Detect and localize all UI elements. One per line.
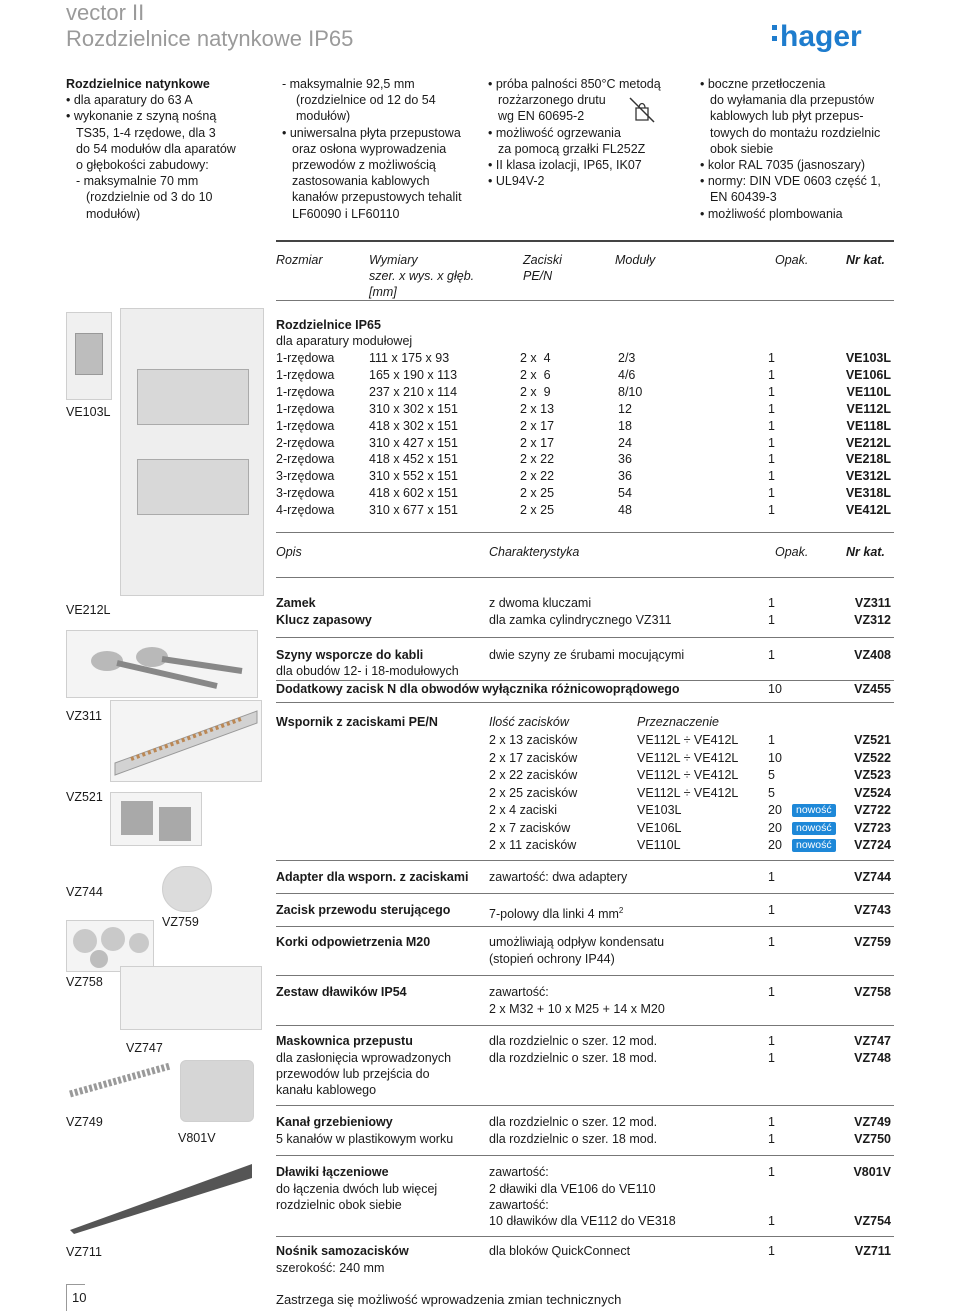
table-row — [0, 681, 960, 698]
item-name: Adapter dla wsporn. z zaciskami — [276, 870, 469, 884]
cell-code: VZ521 — [854, 733, 891, 747]
divider — [276, 926, 894, 927]
item-pack: 1 — [768, 613, 775, 627]
item-name: Nośnik samozacisków — [276, 1244, 409, 1258]
col-terms-header — [523, 252, 562, 284]
table-row — [0, 1131, 960, 1148]
cell-code: VE318L — [845, 486, 891, 501]
cell-size: 1-rzędowa — [276, 367, 335, 382]
item-char: zawartość: — [489, 1198, 549, 1212]
image-label: VZ759 — [162, 915, 199, 929]
feature-line: za pomocą grzałki FL252Z — [498, 141, 646, 156]
image-label: VZ744 — [66, 885, 103, 899]
feature-line: rozżarzonego drutu — [498, 93, 606, 108]
item-char: z dwoma kluczami — [489, 596, 592, 610]
page-title: Rozdzielnice natynkowe IP65 — [66, 26, 354, 51]
divider — [276, 860, 894, 861]
feature-line: obok siebie — [710, 141, 774, 156]
sub-header-qty: Ilość zacisków — [489, 715, 569, 729]
image-label: VZ749 — [66, 1115, 103, 1129]
cell-terms: 2 x 25 — [520, 486, 555, 501]
cell-dims: 165 x 190 x 113 — [369, 367, 458, 382]
cell-size: 2-rzędowa — [276, 435, 335, 450]
cell-code: VZ522 — [854, 750, 891, 765]
page-number: 10 — [72, 1290, 87, 1305]
item-char: dwie szyny ze śrubami mocującymi — [489, 648, 685, 662]
cell-code: VZ523 — [854, 768, 891, 782]
item-pack: 1 — [768, 1244, 775, 1258]
cell-pack: 1 — [768, 469, 775, 484]
cell-pack: 10 — [768, 750, 782, 765]
item-pack: 1 — [768, 935, 775, 949]
item-code: VZ311 — [854, 596, 891, 610]
cell-code: VE103L — [845, 351, 891, 365]
cell-terms: 2 x 22 — [520, 452, 555, 467]
item-pack: 10 — [768, 682, 782, 696]
col-code-header-2: Nr kat. — [846, 545, 885, 559]
cell-code: VZ524 — [854, 785, 891, 800]
col-modules-header: Moduły — [615, 253, 656, 267]
cell-pack: 1 — [768, 401, 775, 416]
table1-header-rule — [276, 300, 894, 301]
item-char: 2 x M32 + 10 x M25 + 14 x M20 — [489, 1002, 665, 1016]
feature-line: • UL94V-2 — [488, 174, 545, 189]
cell-modules: 4/6 — [618, 367, 636, 382]
table-row — [0, 1197, 960, 1214]
table-row — [0, 1082, 960, 1099]
feature-line: (rozdzielnice od 12 do 54 — [296, 93, 436, 108]
cell-modules: 8/10 — [618, 384, 643, 399]
item-code: VZ312 — [854, 613, 891, 627]
item-pack: 1 — [768, 1051, 775, 1065]
item-code: VZ408 — [854, 648, 891, 662]
cell-code: VE106L — [845, 367, 891, 382]
cell-purpose: VE106L — [637, 820, 682, 835]
item-pack: 1 — [768, 648, 775, 662]
item-name: Dławiki łączeniowe — [276, 1165, 389, 1179]
item-name: Zestaw dławików IP54 — [276, 985, 407, 999]
table-row — [0, 767, 960, 784]
no-fire-icon — [626, 96, 658, 124]
table-row — [0, 1260, 960, 1277]
item-code: VZ750 — [854, 1132, 891, 1146]
cell-code: VE212L — [845, 435, 891, 450]
product-image-ve103l — [66, 312, 112, 400]
table-row — [0, 837, 960, 854]
item-name: Zacisk przewodu sterującego — [276, 903, 451, 917]
feature-line: • boczne przetłoczenia — [700, 77, 826, 91]
item-pack: 1 — [768, 596, 775, 610]
feature-line: • uniwersalna płyta przepustowa — [282, 125, 461, 140]
features-col-1 — [66, 76, 236, 222]
image-label: VZ747 — [126, 1041, 163, 1055]
cell-purpose: VE112L ÷ VE412L — [637, 768, 739, 782]
item-name: Dodatkowy zacisk N dla obwodów wyłącznika różnicowoprądowego — [276, 682, 680, 696]
image-label: VZ521 — [66, 790, 103, 804]
feature-line: • możliwość ogrzewania — [488, 125, 621, 140]
dims-header-line: szer. x wys. x głęb. — [369, 269, 475, 283]
feature-line: o głębokości zabudowy: — [76, 158, 209, 173]
divider — [276, 893, 894, 894]
table-row — [0, 732, 960, 749]
cell-pack: 20 — [768, 803, 782, 817]
cell-purpose: VE103L — [637, 803, 682, 817]
cell-terms: 2 x 25 — [520, 503, 555, 518]
item-sub: szerokość: 240 mm — [276, 1261, 385, 1275]
cell-modules: 12 — [618, 401, 632, 416]
feature-line: EN 60439-3 — [710, 190, 777, 205]
item-name: Maskownica przepustu — [276, 1034, 413, 1048]
feature-line: - maksymalnie 70 mm — [76, 174, 199, 189]
cell-dims: 237 x 210 x 114 — [369, 384, 458, 399]
table-row — [0, 951, 960, 968]
cell-code: VE312L — [845, 469, 891, 484]
table-row — [0, 595, 960, 612]
col-pack-header: Opak. — [775, 253, 809, 267]
cell-purpose: VE112L ÷ VE412L — [637, 785, 739, 800]
cell-qty: 2 x 4 zaciski — [489, 803, 558, 817]
feature-line: • II klasa izolacji, IP65, IK07 — [488, 158, 642, 173]
features-col-3 — [488, 76, 661, 189]
item-char: zawartość: dwa adaptery — [489, 870, 628, 884]
footer-note: Zastrzega się możliwość wprowadzenia zmian technicznych — [276, 1292, 622, 1307]
item-name: Kanał grzebieniowy — [276, 1115, 393, 1129]
table2-header-rule — [276, 577, 894, 578]
dims-header-line: Wymiary — [369, 253, 418, 267]
cell-modules: 18 — [618, 418, 632, 433]
feature-line: do 54 modułów dla aparatów — [76, 141, 236, 156]
feature-line: • możliwość plombowania — [700, 206, 843, 221]
cell-code: VZ724 — [854, 838, 891, 852]
table-row — [0, 820, 960, 837]
divider — [276, 1155, 894, 1156]
divider — [276, 1236, 894, 1237]
cell-size: 1-rzędowa — [276, 418, 335, 433]
page-header — [66, 0, 353, 52]
table-row — [0, 612, 960, 629]
item-char: dla zamka cylindrycznego VZ311 — [489, 613, 672, 627]
table-row — [0, 1164, 960, 1181]
item-char: umożliwiają odpływ kondensatu — [489, 935, 665, 949]
table-row — [0, 785, 960, 802]
table-row — [0, 1213, 960, 1230]
features-col-2 — [282, 76, 462, 222]
feature-line: • dla aparatury do 63 A — [66, 93, 193, 108]
divider — [276, 975, 894, 976]
divider — [276, 1025, 894, 1026]
feature-line: • próba palności 850°C metodą — [488, 77, 661, 91]
cell-pack: 1 — [768, 503, 775, 518]
feature-line: - maksymalnie 92,5 mm — [282, 77, 415, 91]
feature-line: do wyłamania dla przepustów — [710, 93, 874, 108]
cell-purpose: VE112L ÷ VE412L — [637, 750, 739, 765]
item-code: VZ754 — [854, 1214, 891, 1228]
feature-line: oraz osłona wyprowadzenia — [292, 141, 447, 156]
item-char: 2 dławiki dla VE106 do VE110 — [489, 1182, 656, 1196]
cell-dims: 418 x 452 x 151 — [369, 452, 458, 467]
image-label: VE212L — [66, 603, 111, 617]
cell-code: VE118L — [846, 418, 891, 433]
cell-qty: 2 x 13 zacisków — [489, 733, 578, 747]
item-char: 7-polowy dla linki 4 mm — [489, 907, 619, 922]
cell-dims: 111 x 175 x 93 — [369, 351, 450, 365]
item-pack: 1 — [768, 1214, 775, 1228]
image-label: VZ311 — [66, 709, 102, 723]
feature-line: • normy: DIN VDE 0603 część 1, — [700, 174, 881, 189]
image-label: V801V — [178, 1131, 216, 1145]
item-code: VZ749 — [854, 1115, 891, 1129]
terms-header-line: PE/N — [523, 269, 553, 283]
table-row — [0, 1066, 960, 1083]
table-row — [0, 1033, 960, 1050]
cell-terms: 2 x 22 — [520, 469, 555, 484]
cell-dims: 310 x 677 x 151 — [369, 503, 458, 518]
item-char: dla rozdzielnic o szer. 12 mod. — [489, 1034, 658, 1048]
cell-dims: 418 x 602 x 151 — [369, 486, 458, 501]
item-char: (stopień ochrony IP44) — [489, 952, 615, 966]
group-title: Rozdzielnice IP65 — [276, 318, 381, 332]
terms-header-line: Zaciski — [523, 253, 562, 267]
item-char: dla rozdzielnic o szer. 18 mod. — [489, 1051, 658, 1065]
col-char-header: Charakterystyka — [489, 545, 580, 559]
product-image-ve212l — [120, 308, 264, 596]
image-label: VZ711 — [66, 1245, 102, 1259]
feature-line: • kolor RAL 7035 (jasnoszary) — [700, 158, 866, 173]
col-code-header: Nr kat. — [846, 253, 885, 267]
cell-terms: 2 x 17 — [520, 418, 555, 433]
cell-pack: 1 — [768, 452, 775, 467]
cell-size: 3-rzędowa — [276, 486, 335, 501]
cell-modules: 54 — [618, 486, 632, 501]
cell-modules: 24 — [618, 435, 632, 450]
item-sub: do łączenia dwóch lub więcej — [276, 1182, 438, 1196]
item-sub: rozdzielnic obok siebie — [276, 1198, 402, 1212]
cell-dims: 310 x 302 x 151 — [369, 401, 458, 416]
feature-line: LF60090 i LF60110 — [292, 206, 400, 221]
cell-qty: 2 x 17 zacisków — [489, 750, 578, 765]
item-sub: kanału kablowego — [276, 1083, 377, 1097]
item-char: dla bloków QuickConnect — [489, 1244, 631, 1258]
item-code: VZ747 — [854, 1034, 891, 1048]
table-row — [0, 1050, 960, 1067]
cell-pack: 1 — [768, 733, 775, 747]
new-badge: nowość — [792, 804, 836, 817]
table-row — [0, 1181, 960, 1198]
item-code: VZ758 — [854, 985, 891, 999]
cell-terms: 2 x 9 — [520, 384, 551, 399]
new-badge: nowość — [792, 839, 836, 852]
cell-pack: 5 — [768, 768, 775, 782]
cell-size: 2-rzędowa — [276, 452, 335, 467]
cell-code: VZ722 — [854, 803, 891, 817]
feature-line: TS35, 1-4 rzędowe, dla 3 — [76, 125, 216, 140]
item-sub: 5 kanałów w plastikowym worku — [276, 1132, 454, 1146]
col-dims-header — [369, 252, 474, 300]
cell-modules: 36 — [618, 452, 632, 467]
item-sub: dla obudów 12- i 18-modułowych — [276, 664, 459, 678]
image-label: VE103L — [66, 405, 111, 419]
features-col-4 — [700, 76, 881, 222]
feature-line: modułów) — [86, 206, 141, 221]
logo-text: hager — [780, 20, 862, 53]
sub-header-purpose: Przeznaczenie — [637, 715, 719, 729]
cell-code: VE112L — [846, 401, 891, 416]
item-char: dla rozdzielnic o szer. 12 mod. — [489, 1115, 658, 1129]
item-char: zawartość: — [489, 1165, 549, 1179]
divider — [276, 637, 894, 638]
item-code: VZ748 — [854, 1051, 891, 1065]
cell-dims: 310 x 552 x 151 — [369, 469, 458, 484]
cell-size: 4-rzędowa — [276, 503, 335, 518]
cell-pack: 1 — [768, 384, 775, 399]
item-pack: 1 — [768, 1132, 775, 1146]
cell-size: 1-rzędowa — [276, 384, 335, 399]
hager-logo — [770, 16, 898, 56]
table2-top-rule — [276, 532, 894, 533]
cell-terms: 2 x 17 — [520, 435, 555, 450]
cell-pack: 20 — [768, 820, 782, 835]
item-code: VZ455 — [854, 682, 891, 696]
item-pack: 1 — [768, 1034, 775, 1048]
group-subtitle: dla aparatury modułowej — [276, 334, 413, 348]
table-row — [0, 647, 960, 664]
feature-line: towych do montażu rozdzielnic — [710, 125, 881, 140]
cell-pack: 1 — [768, 351, 775, 365]
cell-size: 3-rzędowa — [276, 469, 335, 484]
item-char: zawartość: — [489, 985, 549, 999]
divider — [276, 702, 894, 703]
table-row — [0, 750, 960, 767]
item-pack: 1 — [768, 985, 775, 999]
item-name: Wspornik z zaciskami PE/N — [276, 715, 438, 729]
cell-terms: 2 x 6 — [520, 367, 551, 382]
features-title: Rozdzielnice natynkowe — [66, 77, 210, 91]
image-label: VZ758 — [66, 975, 103, 989]
col-pack-header-2: Opak. — [775, 545, 809, 559]
cell-code: VE218L — [845, 452, 891, 467]
cell-pack: 1 — [768, 418, 775, 433]
item-pack: 1 — [768, 903, 775, 917]
table-row — [0, 663, 960, 680]
item-pack: 1 — [768, 1115, 775, 1129]
item-name: Klucz zapasowy — [276, 613, 372, 627]
cell-qty: 2 x 7 zacisków — [489, 820, 571, 835]
cell-modules: 36 — [618, 469, 632, 484]
item-code: VZ743 — [854, 903, 891, 917]
cell-purpose: VE112L ÷ VE412L — [637, 733, 739, 747]
feature-line: przewodów z możliwością — [292, 158, 436, 173]
cell-purpose: VE110L — [637, 838, 681, 852]
cell-pack: 1 — [768, 486, 775, 501]
table-row — [0, 1114, 960, 1131]
item-pack: 1 — [768, 870, 775, 884]
cell-code: VE412L — [845, 503, 891, 518]
item-code: VZ711 — [854, 1244, 891, 1258]
col-size-header: Rozmiar — [276, 253, 323, 267]
cell-size: 1-rzędowa — [276, 401, 335, 416]
feature-line: kablowych lub płyt przepus- — [710, 109, 864, 124]
item-char: 10 dławików dla VE112 do VE318 — [489, 1214, 676, 1228]
superscript: 2 — [618, 906, 624, 915]
feature-line: (rozdzielnie od 3 do 10 — [86, 190, 213, 205]
dims-header-line: [mm] — [369, 285, 397, 299]
table-row — [0, 869, 960, 886]
table-row — [0, 984, 960, 1001]
table-row — [0, 934, 960, 951]
table1-top-rule — [276, 240, 894, 242]
table-row — [0, 714, 960, 731]
cell-qty: 2 x 25 zacisków — [489, 785, 578, 800]
item-char: dla rozdzielnic o szer. 18 mod. — [489, 1132, 658, 1146]
cell-size: 1-rzędowa — [276, 351, 335, 365]
cell-modules: 48 — [618, 503, 632, 518]
feature-line: wg EN 60695-2 — [498, 109, 585, 124]
table-row — [0, 1243, 960, 1260]
item-code: V801V — [853, 1165, 891, 1179]
item-code: VZ744 — [854, 870, 891, 884]
cell-code: VE110L — [846, 384, 891, 399]
item-sub: dla zasłonięcia wprowadzonych — [276, 1051, 452, 1065]
cell-code: VZ723 — [854, 820, 891, 835]
col-desc-header: Opis — [276, 545, 302, 559]
cell-pack: 20 — [768, 838, 782, 852]
table-row — [0, 1001, 960, 1018]
item-sub: przewodów lub przejścia do — [276, 1067, 430, 1081]
cell-terms: 2 x 13 — [520, 401, 555, 416]
item-code: VZ759 — [854, 935, 891, 949]
cell-pack: 1 — [768, 367, 775, 382]
new-badge: nowość — [792, 822, 836, 835]
feature-line: modułów) — [296, 109, 351, 124]
item-name: Zamek — [276, 596, 316, 610]
feature-line: zastosowania kablowych — [292, 174, 430, 189]
cell-modules: 2/3 — [618, 351, 636, 365]
divider — [276, 1105, 894, 1106]
table-row — [0, 802, 960, 819]
feature-line: • wykonanie z szyną nośną — [66, 109, 217, 124]
item-pack: 1 — [768, 1165, 775, 1179]
feature-line: kanałów przepustowych tehalit — [292, 190, 462, 205]
cell-terms: 2 x 4 — [520, 351, 551, 365]
cell-dims: 310 x 427 x 151 — [369, 435, 458, 450]
item-name: Szyny wsporcze do kabli — [276, 648, 424, 662]
cell-qty: 2 x 11 zacisków — [489, 838, 577, 852]
cell-pack: 1 — [768, 435, 775, 450]
cell-pack: 5 — [768, 785, 775, 800]
cell-qty: 2 x 22 zacisków — [489, 768, 578, 782]
cell-dims: 418 x 302 x 151 — [369, 418, 458, 433]
series-title: vector II — [66, 0, 145, 25]
item-name: Korki odpowietrzenia M20 — [276, 935, 431, 949]
